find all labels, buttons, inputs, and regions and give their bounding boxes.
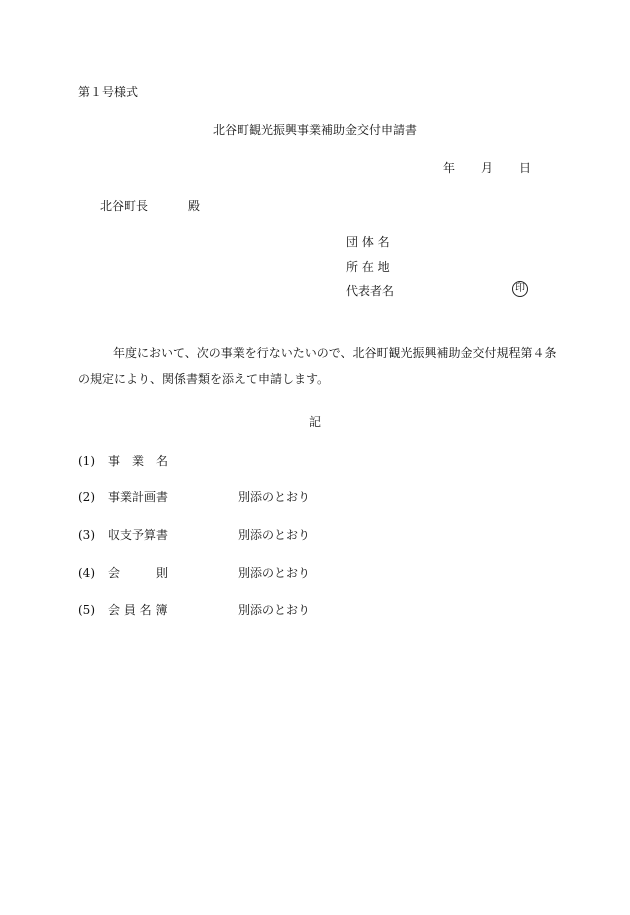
item-name: 事 業 名: [108, 454, 169, 468]
item-name: 事業計画書: [108, 490, 169, 504]
list-item: [78, 567, 310, 579]
item-number: (2): [78, 490, 95, 504]
item-number: (5): [78, 603, 95, 617]
item-note: 別添のとおり: [238, 490, 311, 504]
list-item: [78, 529, 310, 541]
item-number: (3): [78, 528, 95, 542]
list-item: [78, 491, 310, 503]
item-note: 別添のとおり: [238, 603, 311, 617]
document-title: 北谷町観光振興事業補助金交付申請書: [212, 123, 417, 137]
form-number: 第１号様式: [78, 85, 139, 99]
representative-label: 代表者名: [346, 284, 395, 298]
ki-heading: 記: [308, 415, 321, 429]
address-label: 所 在 地: [346, 260, 390, 274]
month-label: 月: [481, 161, 494, 175]
list-item: [78, 455, 238, 467]
item-name: 会 員 名 簿: [108, 603, 168, 617]
body-text-line-2: の規定により、関係書類を添えて申請します。: [78, 372, 330, 386]
item-name: 収支予算書: [108, 528, 169, 542]
seal-mark: 印: [512, 281, 528, 297]
item-note: 別添のとおり: [238, 528, 311, 542]
list-item: [78, 604, 310, 616]
year-label: 年: [443, 161, 456, 175]
organization-name-label: 団 体 名: [346, 235, 390, 249]
item-name: 会 則: [108, 566, 169, 580]
body-text-line-1: 年度において、次の事業を行ないたいので、北谷町観光振興補助金交付規程第４条: [113, 346, 557, 360]
item-number: (1): [78, 454, 95, 468]
addressee: [100, 200, 200, 212]
item-note: 別添のとおり: [238, 566, 311, 580]
date-line: [443, 162, 531, 174]
addressee-honorific: 殿: [188, 199, 201, 213]
item-number: (4): [78, 566, 95, 580]
addressee-name: 北谷町長: [100, 199, 149, 213]
day-label: 日: [519, 161, 532, 175]
